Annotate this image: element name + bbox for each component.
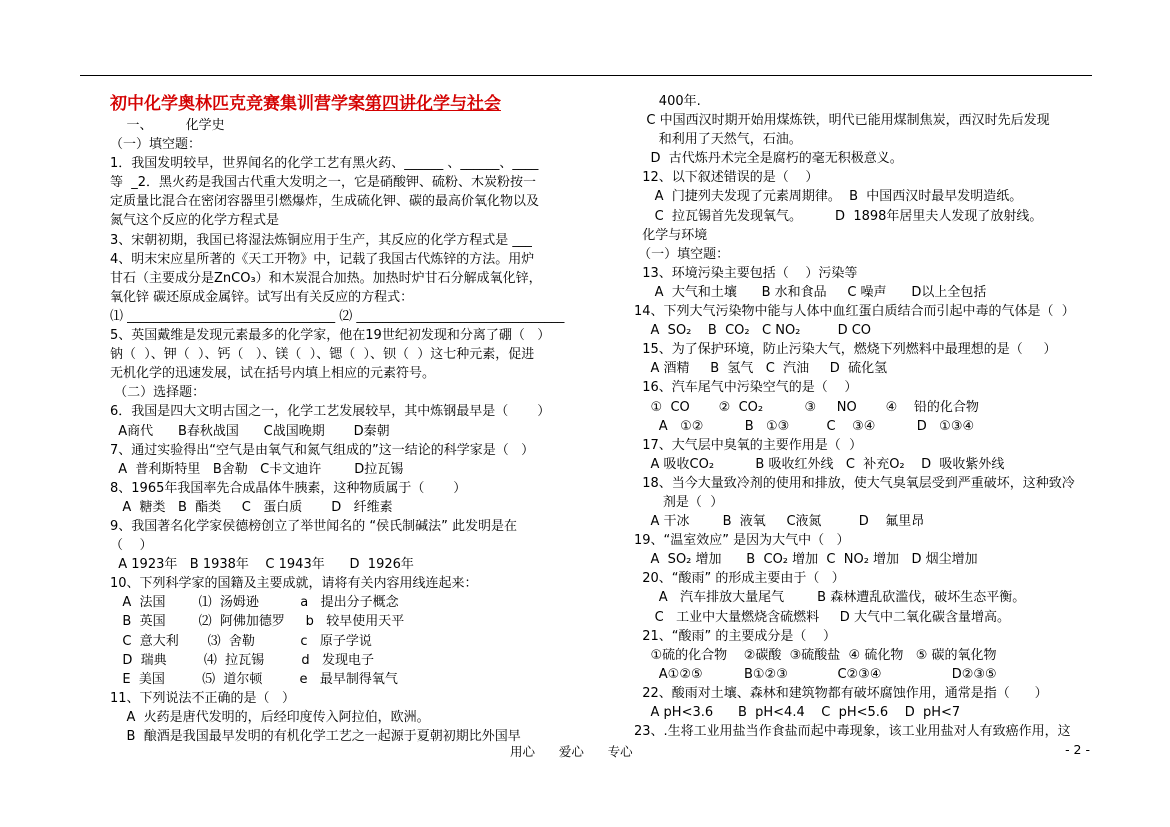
- left-text-line: 4、明末宋应星所著的《天工开物》中，记载了我国古代炼锌的方法。用炉: [110, 251, 535, 267]
- left-text-line: 1．我国发明较早，世界闻名的化学工艺有黑火药、______ 、______、____: [110, 156, 539, 172]
- right-text-block: [634, 92, 1096, 741]
- right-text-line: 18、当今大量致冷剂的使用和排放，使大气臭氧层受到严重破坏，这种致冷: [634, 475, 1075, 491]
- title-part-2: 第四讲化学与社会: [365, 94, 501, 114]
- left-column: [110, 92, 570, 746]
- right-text-line: 化学与环境: [634, 227, 708, 243]
- right-text-line: 21、“酸雨” 的主要成分是（ ）: [634, 628, 836, 644]
- left-text-line: D 瑞典 ⑷ 拉瓦锡 d 发现电子: [110, 652, 374, 668]
- left-text-line: A 1923年 B 1938年 C 1943年 D 1926年: [110, 557, 414, 573]
- right-text-line: C 中国西汉时期开始用煤炼铁，明代已能用煤制焦炭，西汉时先后发现: [634, 113, 1050, 129]
- right-text-line: C 拉瓦锡首先发现氧气。 D 1898年居里夫人发现了放射线。: [634, 208, 1043, 224]
- right-text-line: 剂是（ ）: [634, 494, 724, 510]
- right-text-line: A pH<3.6 B pH<4.4 C pH<5.6 D pH<7: [634, 705, 961, 720]
- right-text-line: ① CO ② CO₂ ③ NO ④ 铅的化合物: [634, 399, 979, 415]
- left-text-line: 9、我国著名化学家侯德榜创立了举世闻名的 “侯氏制碱法” 此发明是在: [110, 518, 518, 534]
- left-text-line: ⑴ ________________________________ ⑵ ________________________________: [110, 308, 565, 324]
- left-text-line: A 法国 ⑴ 汤姆逊 a 提出分子概念: [110, 595, 399, 611]
- left-text-line: 等 _2．黑火药是我国古代重大发明之一，它是硝酸钾、硫粉、木炭粉按一: [110, 175, 537, 191]
- left-text-line: 6．我国是四大文明古国之一，化学工艺发展较早，其中炼钢最早是（ ）: [110, 404, 551, 420]
- right-text-line: 12、以下叙述错误的是（ ）: [634, 170, 819, 186]
- left-text-line: 10、下列科学家的国籍及主要成就，请将有关内容用线连起来：: [110, 576, 478, 592]
- right-column: [634, 92, 1096, 741]
- left-text-line: 氮气这个反应的化学方程式是: [110, 213, 280, 229]
- left-text-line: A商代 B春秋战国 C战国晚期 D秦朝: [110, 423, 390, 439]
- right-text-line: 和利用了天然气，石油。: [634, 132, 802, 148]
- right-text-line: A 酒精 B 氢气 C 汽油 D 硫化氢: [634, 361, 888, 377]
- left-text-line: 甘石（主要成分是ZnCO₃）和木炭混合加热。加热时炉甘石分解成氧化锌，: [110, 270, 542, 286]
- right-text-line: D 古代炼丹术完全是腐朽的毫无积极意义。: [634, 151, 903, 167]
- right-text-line: A 大气和土壤 B 水和食品 C 噪声 D以上全包括: [634, 284, 987, 300]
- right-text-line: C 工业中大量燃烧含硫燃料 D 大气中二氧化碳含量增高。: [634, 609, 1010, 625]
- left-text-line: A 糖类 B 酯类 C 蛋白质 D 纤维素: [110, 499, 393, 515]
- right-text-line: A 吸收CO₂ B 吸收红外线 C 补充O₂ D 吸收紫外线: [634, 456, 1005, 472]
- right-text-line: A SO₂ 增加 B CO₂ 增加 C NO₂ 增加 D 烟尘增加: [634, 552, 978, 568]
- right-text-line: A①②⑤ B①②③ C②③④ D②③⑤: [634, 666, 997, 682]
- right-text-line: 23、.生将工业用盐当作食盐而起中毒现象，该工业用盐对人有致癌作用，这: [634, 724, 1071, 740]
- right-text-line: A ①② B ①③ C ③④ D ①③④: [634, 418, 975, 434]
- left-text-line: 11、下列说法不正确的是（ ）: [110, 690, 295, 706]
- right-text-line: A 汽车排放大量尾气 B 森林遭乱砍滥伐，破坏生态平衡。: [634, 590, 1026, 606]
- right-text-line: 400年.: [634, 94, 701, 109]
- left-text-line: （二）选择题：: [110, 385, 206, 401]
- left-text-line: 5、英国戴维是发现元素最多的化学家，他在19世纪初发现和分离了硼（ ）: [110, 328, 551, 344]
- left-text-line: 定质量比混合在密闭容器里引燃爆炸，生成硫化钾、碳的最高价氧化物以及: [110, 194, 540, 210]
- left-text-line: （ ）: [110, 538, 153, 554]
- right-text-line: ①硫的化合物 ②碳酸 ③硫酸盐 ④ 硫化物 ⑤ 碳的氧化物: [634, 647, 997, 663]
- left-text-line: 3、宋朝初期，我国已将湿法炼铜应用于生产，其反应的化学方程式是 ___: [110, 232, 532, 248]
- right-text-line: 15、为了保护环境，防止污染大气，燃烧下列燃料中最理想的是（ ）: [634, 342, 1057, 358]
- left-text-line: 8、1965年我国率先合成晶体牛胰素，这种物质属于（ ）: [110, 480, 467, 496]
- right-text-line: A 门捷列夫发现了元素周期律。 B 中国西汉时最早发明造纸。: [634, 189, 1023, 205]
- title-part-1: 初中化学奥林匹克竞赛集训营学案: [110, 94, 365, 114]
- left-text-line: A 火药是唐代发明的，后经印度传入阿拉伯，欧洲。: [110, 709, 430, 725]
- right-text-line: 13、环境污染主要包括（ ）污染等: [634, 265, 858, 281]
- page-number: - 2 -: [1065, 742, 1090, 757]
- right-text-line: 17、大气层中臭氧的主要作用是（ ）: [634, 437, 863, 453]
- left-text-line: 氧化锌 碳还原成金属锌。试写出有关反应的方程式：: [110, 289, 414, 305]
- left-text-line: 钠（ ）、钾（ ）、钙（ ）、镁（ ）、锶（ ）、钡（ ）这七种元素，促进: [110, 347, 535, 363]
- left-text-line: C 意大利 ⑶ 舍勒 c 原子学说: [110, 633, 372, 649]
- left-text-line: （一）填空题：: [110, 137, 202, 153]
- left-text-line: A 普利斯特里 B舍勒 C卡文迪许 D拉瓦锡: [110, 461, 404, 477]
- right-text-line: A 干冰 B 液氧 C液氮 D 氟里昂: [634, 514, 925, 530]
- right-text-line: 19、“温室效应” 是因为大气中（ ）: [634, 533, 850, 549]
- right-text-line: A SO₂ B CO₂ C NO₂ D CO: [634, 323, 872, 339]
- document-title: [110, 92, 570, 116]
- left-text-line: B 酿酒是我国最早发明的有机化学工艺之一起源于夏朝初期比外国早: [110, 729, 521, 744]
- right-text-line: 14、下列大气污染物中能与人体中血红蛋白质结合而引起中毒的气体是（ ）: [634, 304, 1075, 320]
- right-text-line: 16、汽车尾气中污染空气的是（ ）: [634, 380, 858, 396]
- right-text-line: 20、“酸雨” 的形成主要由于（ ）: [634, 571, 845, 587]
- right-text-line: 22、酸雨对土壤、森林和建筑物都有破坏腐蚀作用，通常是指（ ）: [634, 685, 1048, 701]
- left-text-line: 一、 化学史: [110, 118, 225, 133]
- left-text-line: B 英国 ⑵ 阿佛加德罗 b 较早使用天平: [110, 614, 405, 630]
- left-text-line: 无机化学的迅速发展，试在括号内填上相应的元素符号。: [110, 366, 436, 382]
- left-text-block: [110, 116, 570, 746]
- footer-motto: 用心 爱心 专心: [510, 744, 633, 759]
- left-text-line: 7、通过实验得出“空气是由氧气和氮气组成的”这一结论的科学家是（ ）: [110, 442, 535, 458]
- right-text-line: （一）填空题：: [634, 246, 730, 262]
- left-text-line: E 美国 ⑸ 道尔顿 e 最早制得氧气: [110, 671, 398, 687]
- header-rule: [80, 75, 1092, 76]
